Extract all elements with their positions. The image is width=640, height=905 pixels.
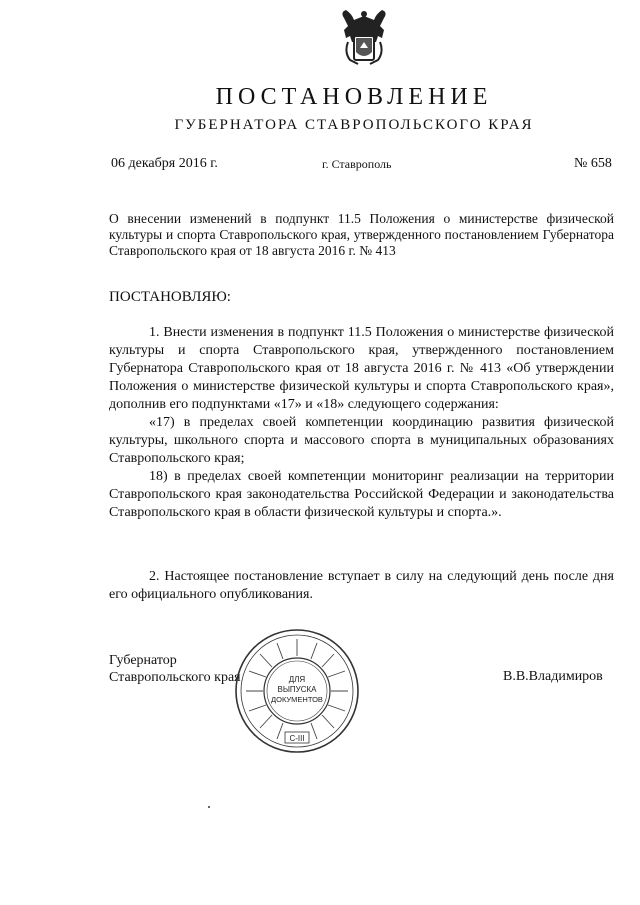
stamp-code: С-III — [289, 734, 305, 743]
signer-name: В.В.Владимиров — [503, 669, 603, 684]
document-body — [109, 324, 614, 522]
paragraph-3: 18) в пределах своей компетенции мониторинг реализации на территории Ставропольского края законодательства Российской Федерации и законодательства Ставропольского края в области физической культуры и спорта.». — [109, 469, 614, 520]
official-stamp — [233, 627, 361, 755]
decree-word: ПОСТАНОВЛЯЮ: — [109, 289, 231, 305]
document-subject: О внесении изменений в подпункт 11.5 Положения о министерстве физической культуры и спорта Ставропольского края, утвержденного постановлением Губернатора Ставропольского края от 18 августа 2016 г. № 413 — [109, 211, 614, 258]
stray-mark — [208, 806, 210, 808]
stamp-center-line-3: ДОКУМЕНТОВ — [271, 695, 323, 704]
stamp-center-line-1: ДЛЯ — [288, 675, 306, 684]
paragraph-2: «17) в пределах своей компетенции координацию развития физической культуры, школьного спорта и массового спорта в муниципальных образованиях Ставропольского края; — [109, 415, 614, 466]
signer-title-line-2: Ставропольского края — [109, 670, 241, 685]
signer-title — [109, 652, 241, 686]
signer-title-line-1: Губернатор — [109, 653, 177, 668]
paragraph-4: 2. Настоящее постановление вступает в силу на следующий день после дня его официального опубликования. — [109, 569, 614, 602]
paragraph-1: 1. Внести изменения в подпункт 11.5 Положения о министерстве физической культуры и спорта Ставропольского края, утвержденного постановлением Губернатора Ставропольского края от 18 августа 2016 г. № 413 «Об утверждении Положения о министерстве физической культуры и спорта Ставропольского края», дополнив его подпунктами «17» и «18» следующего содержания: — [109, 325, 614, 412]
document-date: 06 декабря 2016 г. — [111, 156, 218, 171]
document-city: г. Ставрополь — [322, 157, 392, 171]
stamp-center-line-2: ВЫПУСКА — [277, 685, 317, 694]
document-number: № 658 — [574, 156, 612, 171]
coat-of-arms-icon — [338, 8, 390, 70]
document-subtitle: ГУБЕРНАТОРА СТАВРОПОЛЬСКОГО КРАЯ — [174, 117, 534, 133]
document-title: ПОСТАНОВЛЕНИЕ — [215, 84, 493, 110]
